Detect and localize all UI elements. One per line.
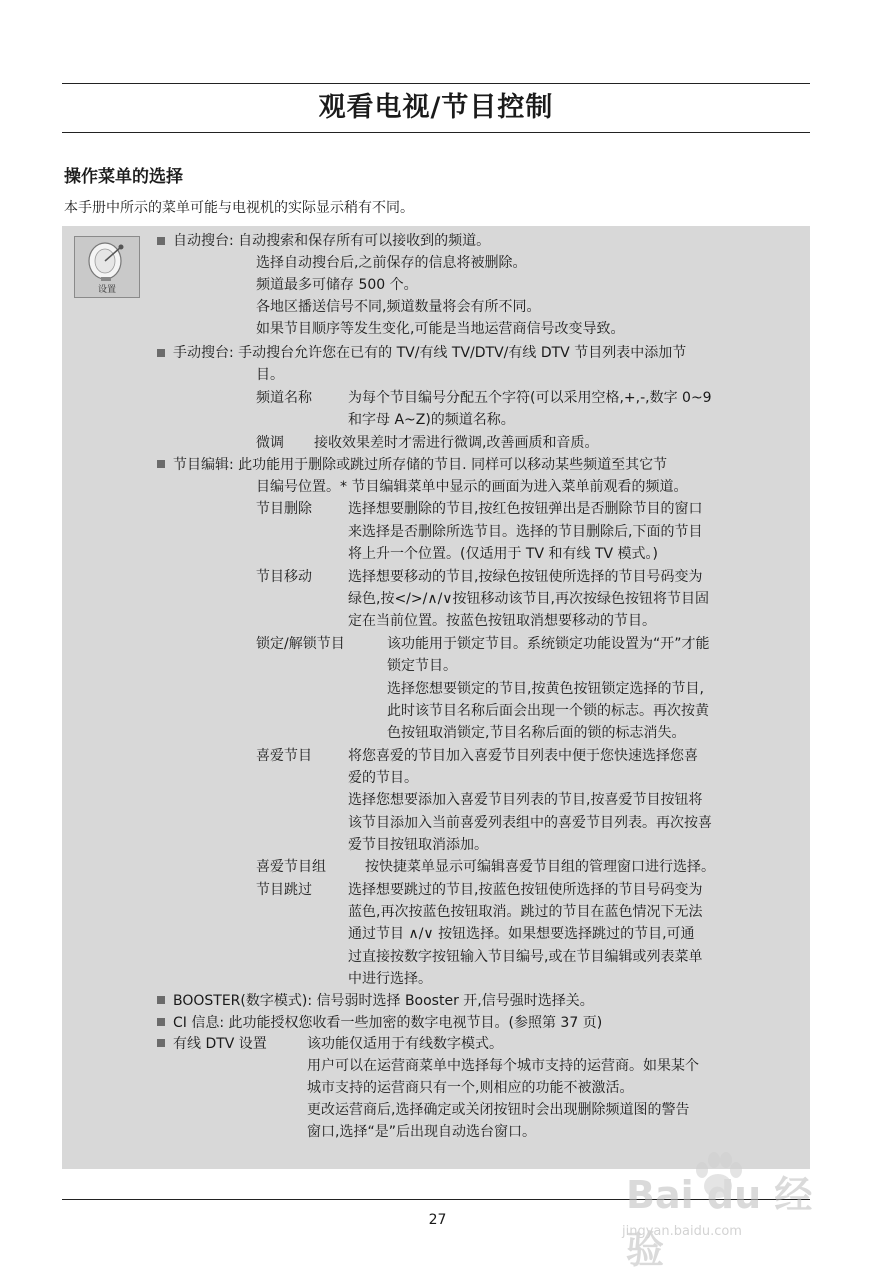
- bullet-square: [157, 996, 165, 1004]
- item-text-line: 用户可以在运营商菜单中选择每个城市支持的运营商。如果某个: [307, 1058, 699, 1074]
- item-ci-info: CI 信息: 此功能授权您收看一些加密的数字电视节目。(参照第 37 页): [173, 1015, 603, 1031]
- sub-text-line: 将您喜爱的节目加入喜爱节目列表中便于您快速选择您喜: [348, 748, 698, 764]
- sub-label-skip: 节目跳过: [256, 882, 312, 898]
- sub-text-line: 选择想要删除的节目,按红色按钮弹出是否删除节目的窗口: [348, 501, 703, 517]
- item-text-line: 选择自动搜台后,之前保存的信息将被删除。: [256, 255, 527, 271]
- item-text-line: 如果节目顺序等发生变化,可能是当地运营商信号改变导致。: [256, 321, 625, 337]
- item-booster: BOOSTER(数字模式): 信号弱时选择 Booster 开,信号强时选择关。: [173, 993, 594, 1009]
- item-text-line: 更改运营商后,选择确定或关闭按钮时会出现删除频道图的警告: [307, 1102, 690, 1118]
- sub-text-line: 色按钮取消锁定,节目名称后面的锁的标志消失。: [387, 725, 686, 741]
- sub-text-line: 爱的节目。: [348, 770, 418, 786]
- bullet-square: [157, 349, 165, 357]
- item-text-line: 频道最多可储存 500 个。: [256, 277, 418, 293]
- sub-text-line: 选择您想要锁定的节目,按黄色按钮锁定选择的节目,: [387, 681, 704, 697]
- settings-satellite-icon: [74, 236, 140, 298]
- item-text-line: 窗口,选择“是”后出现自动选台窗口。: [307, 1124, 536, 1140]
- sub-text-line: 蓝色,再次按蓝色按钮取消。跳过的节目在蓝色情况下无法: [348, 904, 703, 920]
- sub-text-line: 将上升一个位置。(仅适用于 TV 和有线 TV 模式。): [348, 546, 658, 562]
- item-text-line: 该功能仅适用于有线数字模式。: [307, 1036, 503, 1052]
- sub-text-line: 通过节目 ∧/∨ 按钮选择。如果想要选择跳过的节目,可通: [348, 926, 695, 942]
- sub-label-channel-name: 频道名称: [256, 390, 312, 406]
- item-text-line: 目。: [256, 367, 284, 383]
- sub-text-line: 爱节目按钮取消添加。: [348, 837, 488, 853]
- sub-text-line: 和字母 A~Z)的频道名称。: [348, 412, 515, 428]
- watermark-url: jingyan.baidu.com: [622, 1224, 742, 1239]
- sub-label-move: 节目移动: [256, 569, 312, 585]
- bullet-square: [157, 460, 165, 468]
- sub-text-line: 该节目添加入当前喜爱列表组中的喜爱节目列表。再次按喜: [348, 815, 712, 831]
- item-text-line: 目编号位置。* 节目编辑菜单中显示的画面为进入菜单前观看的频道。: [256, 479, 688, 495]
- sub-label-favorite-group: 喜爱节目组: [256, 859, 326, 875]
- page-title: 观看电视/节目控制: [318, 92, 554, 123]
- sub-label-delete: 节目删除: [256, 501, 312, 517]
- sub-text-line: 为每个节目编号分配五个字符(可以采用空格,+,-,数字 0~9: [348, 390, 712, 406]
- item-program-edit: 节目编辑: 此功能用于删除或跳过所存储的节目. 同样可以移动某些频道至其它节: [173, 457, 668, 473]
- page-number: 27: [428, 1212, 447, 1228]
- top-rule: [62, 83, 810, 84]
- sub-text-line: 按快捷菜单显示可编辑喜爱节目组的管理窗口进行选择。: [365, 859, 715, 875]
- bullet-square: [157, 1018, 165, 1026]
- sub-text-line: 绿色,按</>/∧/∨按钮移动该节目,再次按绿色按钮将节目固: [348, 591, 710, 607]
- bullet-square: [157, 237, 165, 245]
- sub-label-favorite: 喜爱节目: [256, 748, 312, 764]
- sub-text-line: 选择想要移动的节目,按绿色按钮使所选择的节目号码变为: [348, 569, 703, 585]
- sub-text-line: 过直接按数字按钮输入节目编号,或在节目编辑或列表菜单: [348, 949, 703, 965]
- item-text-line: 城市支持的运营商只有一个,则相应的功能不被激活。: [307, 1080, 634, 1096]
- section-heading: 操作菜单的选择: [64, 167, 183, 187]
- item-cable-dtv-setup: 有线 DTV 设置: [173, 1036, 267, 1052]
- sub-text-line: 接收效果差时才需进行微调,改善画质和音质。: [314, 435, 599, 451]
- sub-text-line: 中进行选择。: [348, 971, 432, 987]
- baidu-watermark: [618, 1150, 818, 1272]
- sub-text-line: 锁定节目。: [387, 658, 457, 674]
- intro-text: 本手册中所示的菜单可能与电视机的实际显示稍有不同。: [64, 200, 414, 216]
- settings-icon-label: 设置: [97, 285, 116, 295]
- sub-label-lock: 锁定/解锁节目: [256, 636, 345, 652]
- sub-label-fine-tune: 微调: [256, 435, 284, 451]
- sub-text-line: 该功能用于锁定节目。系统锁定功能设置为“开”才能: [387, 636, 710, 652]
- sub-text-line: 选择想要跳过的节目,按蓝色按钮使所选择的节目号码变为: [348, 882, 703, 898]
- watermark-brand: Bai du 经验: [626, 1173, 813, 1272]
- bullet-square: [157, 1039, 165, 1047]
- item-text-line: 各地区播送信号不同,频道数量将会有所不同。: [256, 299, 541, 315]
- sub-text-line: 来选择是否删除所选节目。选择的节目删除后,下面的节目: [348, 524, 703, 540]
- sub-text-line: 选择您想要添加入喜爱节目列表的节目,按喜爱节目按钮将: [348, 792, 703, 808]
- sub-text-line: 此时该节目名称后面会出现一个锁的标志。再次按黄: [387, 703, 709, 719]
- item-auto-tuning: 自动搜台: 自动搜索和保存所有可以接收到的频道。: [173, 233, 491, 249]
- title-underline: [62, 132, 810, 133]
- item-manual-tuning: 手动搜台: 手动搜台允许您在已有的 TV/有线 TV/DTV/有线 DTV 节目列表中添加节: [173, 345, 687, 361]
- sub-text-line: 定在当前位置。按蓝色按钮取消想要移动的节目。: [348, 613, 656, 629]
